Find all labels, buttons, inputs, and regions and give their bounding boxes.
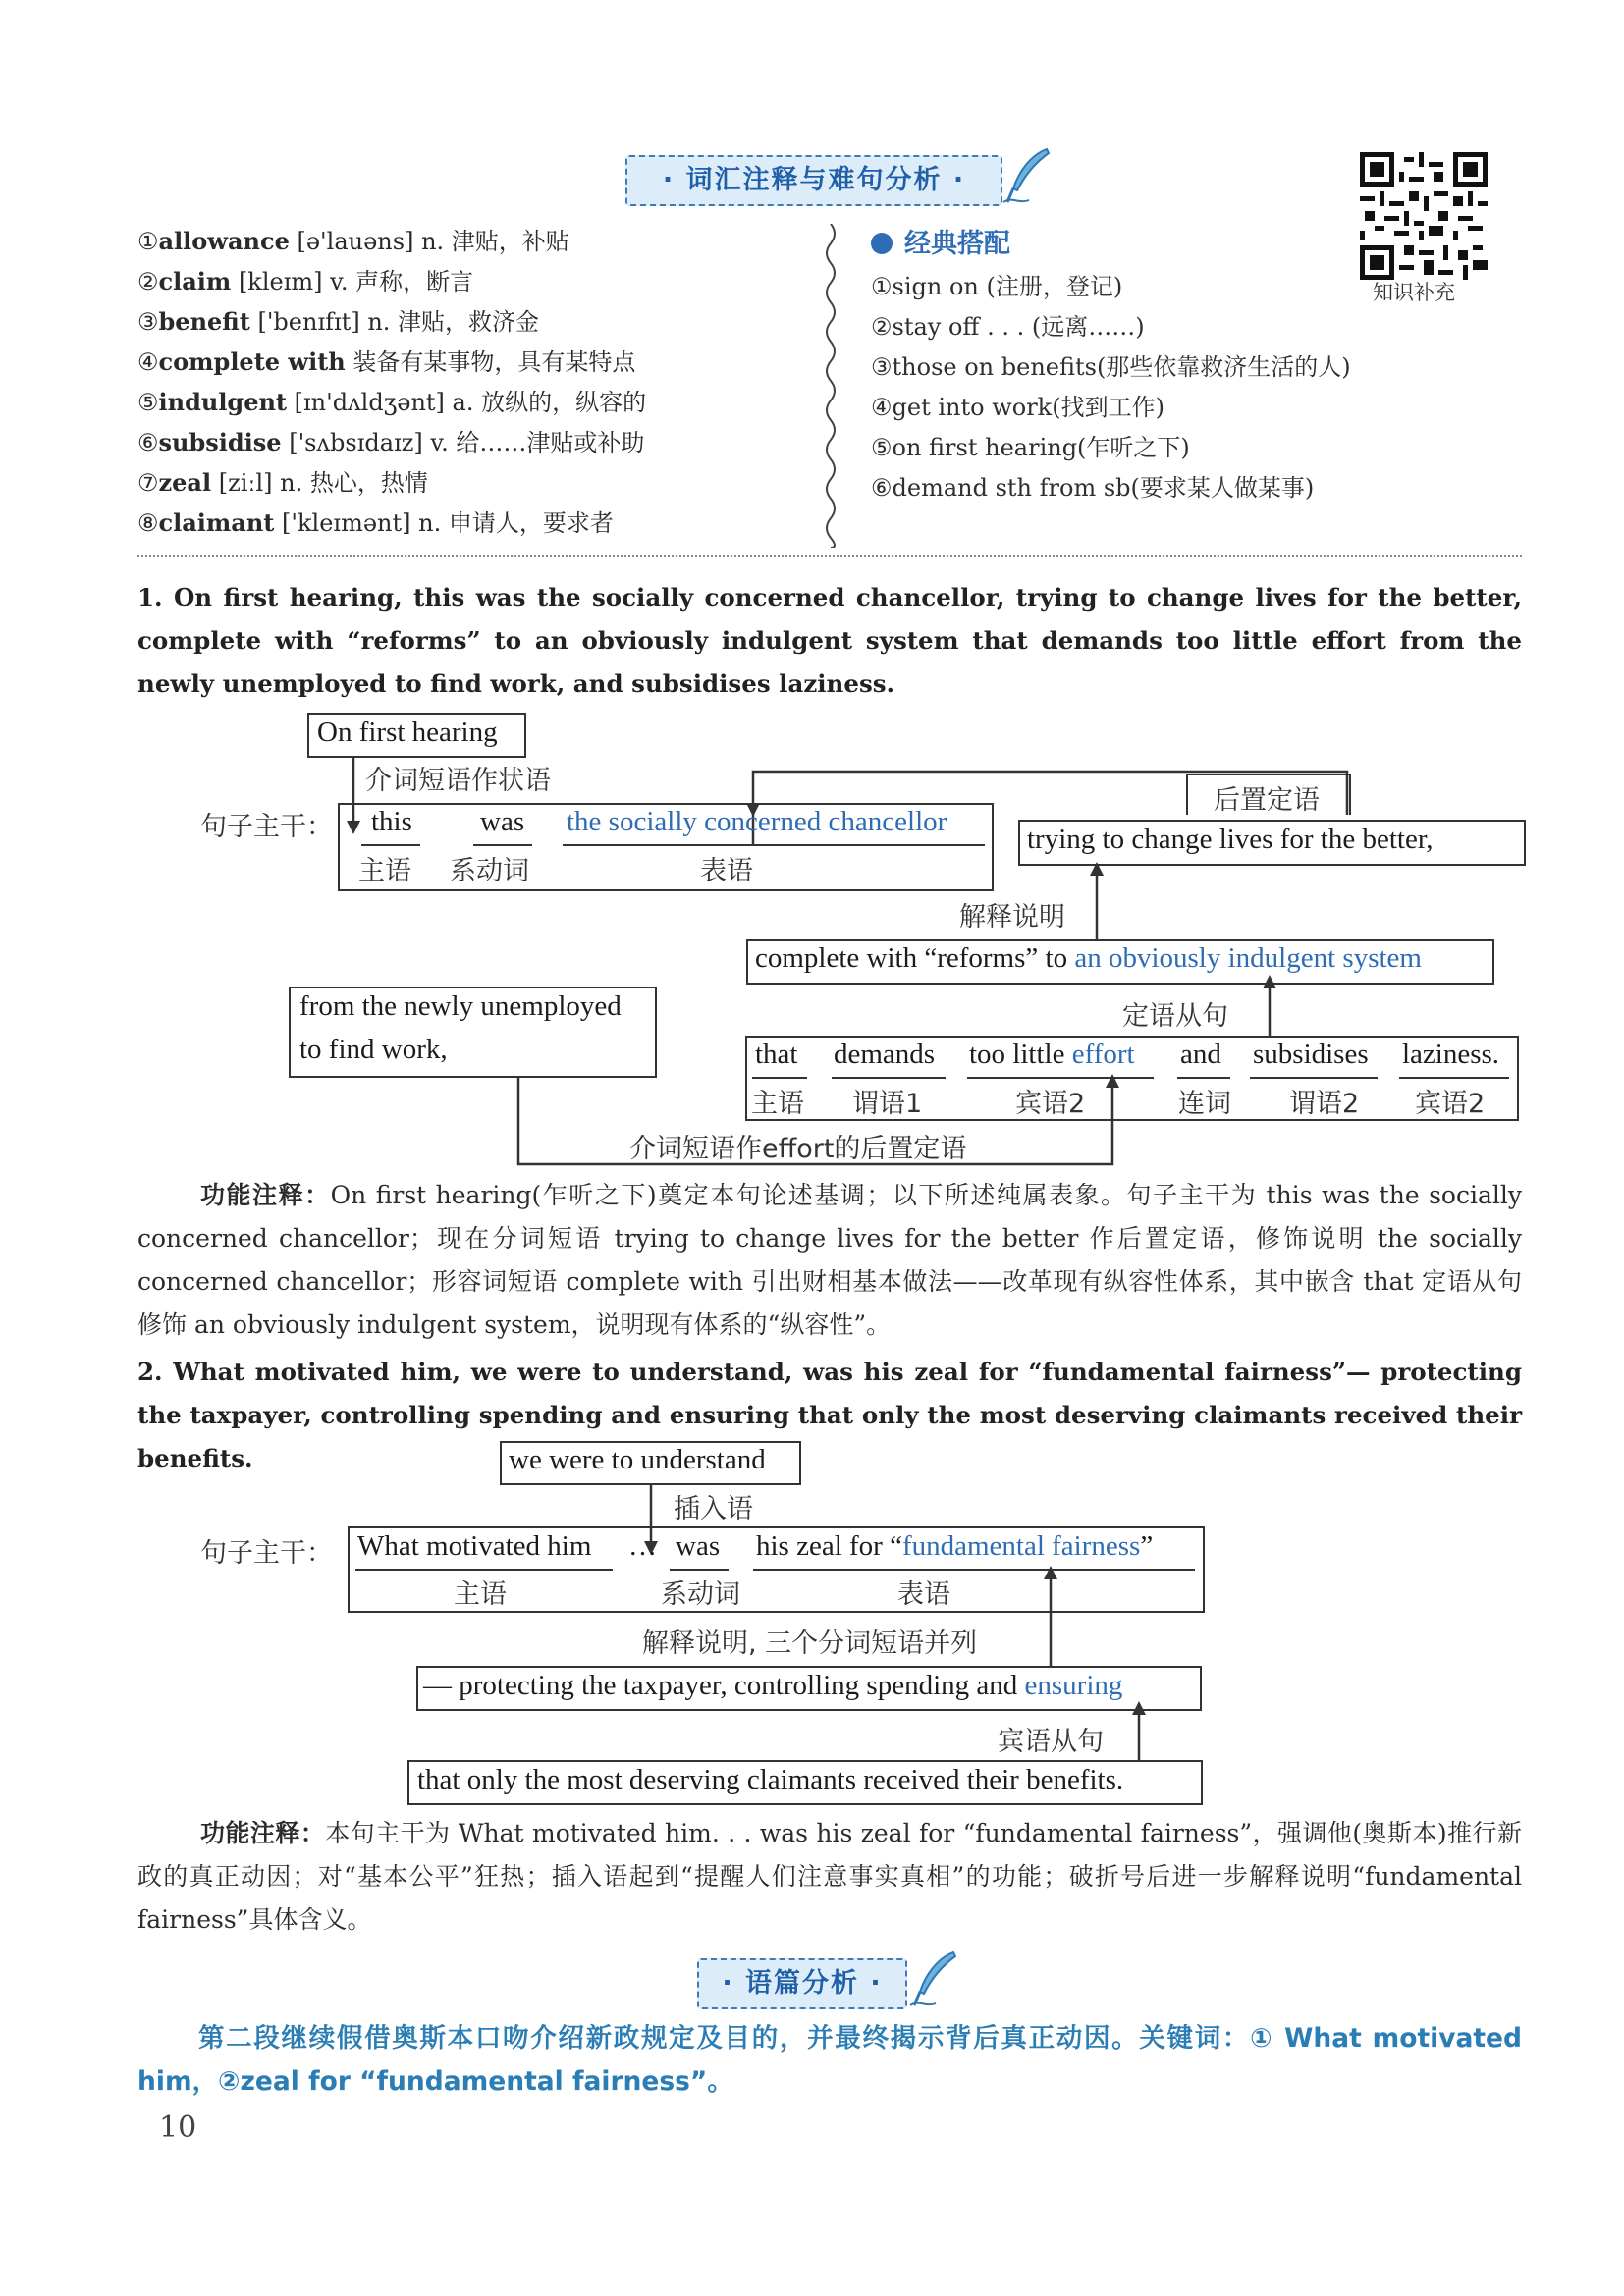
role-predicative: 表语 xyxy=(897,1579,950,1610)
word-demands: demands xyxy=(834,1039,936,1070)
vocab-item: ⑧claimant ['kleɪmənt] n. 申请人，要求者 xyxy=(137,508,614,537)
role-linking-verb: 系动词 xyxy=(450,856,529,886)
adverbial-phrase: On first hearing xyxy=(317,717,498,748)
object-clause-label: 宾语从句 xyxy=(998,1727,1104,1757)
page-number: 10 xyxy=(159,2110,197,2145)
vocab-item: ①allowance [ə'lauəns] n. 津贴，补贴 xyxy=(137,227,569,255)
explain-label: 解释说明, 三个分词短语并列 xyxy=(642,1629,978,1659)
role-verb-1: 谓语1 xyxy=(852,1089,923,1119)
ellipsis: … xyxy=(628,1530,657,1562)
discourse-analysis: 第二段继续假借奥斯本口吻介绍新政规定及目的，并最终揭示背后真正动因。关键词：① What motivated him，②zeal for “fundamental fairness”。 xyxy=(137,2023,1522,2097)
word-was: was xyxy=(676,1530,721,1562)
complete-phrase: complete with “reforms” to an obviously indulgent system xyxy=(755,942,1422,974)
collocation-item: ④get into work(找到工作) xyxy=(871,394,1164,421)
role-subject: 主语 xyxy=(358,856,411,886)
parenthesis-label: 插入语 xyxy=(674,1494,753,1524)
collocation-item: ⑤on first hearing(乍听之下) xyxy=(871,434,1190,461)
word-subsidises: subsidises xyxy=(1253,1039,1369,1070)
word-this: this xyxy=(371,806,412,837)
participle-phrases: — protecting the taxpayer, controlling spending and ensuring xyxy=(423,1670,1123,1701)
postmodifier-label: 后置定语 xyxy=(1214,785,1320,816)
vocab-item: ②claim [kleɪm] v. 声称，断言 xyxy=(137,267,474,295)
collocation-heading: 经典搭配 xyxy=(871,222,1010,260)
role-object-2: 宾语2 xyxy=(1015,1089,1086,1119)
word-and: and xyxy=(1180,1039,1221,1070)
word-what-motivated-him: What motivated him xyxy=(357,1530,592,1562)
underline xyxy=(753,1569,1195,1571)
collocation-item: ⑥demand sth from sb(要求某人做某事) xyxy=(871,474,1315,502)
collocation-item: ②stay off . . . (远离……) xyxy=(871,313,1145,341)
role-subject: 主语 xyxy=(454,1579,507,1610)
word-too-little-effort: too little effort xyxy=(969,1039,1135,1070)
qr-caption: 知识补充 xyxy=(1373,281,1455,304)
main-clause-label: 句子主干： xyxy=(200,812,333,842)
word-was: was xyxy=(480,806,525,837)
role-verb-2: 谓语2 xyxy=(1289,1089,1360,1119)
vocab-item: ⑦zeal [ziːl] n. 热心，热情 xyxy=(137,468,428,497)
object-clause: that only the most deserving claimants received their benefits. xyxy=(417,1764,1124,1795)
role-conjunction: 连词 xyxy=(1178,1089,1231,1119)
vocab-item: ⑤indulgent [ɪn'dʌldʒənt] a. 放纵的，纵容的 xyxy=(137,388,647,416)
main-clause-label: 句子主干： xyxy=(200,1538,333,1569)
word-his-zeal: his zeal for “fundamental fairness” xyxy=(756,1530,1154,1562)
word-that: that xyxy=(755,1039,798,1070)
explain-label: 解释说明 xyxy=(959,902,1065,933)
vocab-item: ③benefit ['benɪfɪt] n. 津贴，救济金 xyxy=(137,307,540,336)
role-predicative: 表语 xyxy=(700,856,753,886)
participle-phrase: trying to change lives for the better, xyxy=(1027,824,1434,855)
sentence-2: 2. What motivated him, we were to understand, was his zeal for “fundamental fairness”— protecting the taxpayer, controlling spending and ensuring that only the most deserving claimants received their benefits. xyxy=(137,1358,1522,1472)
sentence-1: 1. On first hearing, this was the socially concerned chancellor, trying to change lives for the better, complete with “reforms” to an obviously indulgent system that demands too little effort from the newly unemployed to find work, and subsidises laziness. xyxy=(137,583,1522,698)
role-subject: 主语 xyxy=(751,1089,804,1119)
attr-clause-label: 定语从句 xyxy=(1122,1001,1228,1032)
adverbial-note: 介词短语作状语 xyxy=(365,766,551,796)
underline xyxy=(670,1569,729,1571)
parenthesis-phrase: we were to understand xyxy=(509,1444,766,1475)
word-predicative: the socially concerned chancellor xyxy=(567,806,947,837)
collocation-item: ①sign on (注册，登记) xyxy=(871,273,1123,300)
function-note-2: 功能注释：本句主干为 What motivated him. . . was his zeal for “fundamental fairness”，强调他(奥斯本)推行新政的真正动因；对“基本公平”狂热；插入语起到“提醒人们注意事实真相”的功能；破折号后进一步解释说明“fundamental fairness”具体含义。 xyxy=(137,1819,1522,1934)
quill-pen-icon xyxy=(908,1949,959,2009)
section-title-discourse: · 语篇分析 · xyxy=(697,1958,907,2009)
vocab-item: ④complete with 装备有某事物，具有某特点 xyxy=(137,347,636,376)
section-title-vocab: · 词汇注释与难句分析 · xyxy=(625,155,1002,206)
role-object-2: 宾语2 xyxy=(1415,1089,1486,1119)
word-laziness: laziness. xyxy=(1402,1039,1500,1070)
from-line-1: from the newly unemployed xyxy=(299,990,622,1022)
function-note-1: 功能注释：On first hearing(乍听之下)奠定本句论述基调；以下所述纯属表象。句子主干为 this was the socially concerned chancellor；现在分词短语 trying to change lives for the better 作后置定语，修饰说明 the socially concerned chancellor；形容词短语 complete with 引出财相基本做法——改革现有纵容性体系，其中嵌含 that 定语从句修饰 an obviously indulgent system，说明现有体系的“纵容性”。 xyxy=(137,1181,1522,1339)
vocab-item: ⑥subsidise ['sʌbsɪdaɪz] v. 给……津贴或补助 xyxy=(137,428,645,456)
prep-postmod-note: 介词短语作effort的后置定语 xyxy=(629,1134,967,1164)
collocation-item: ③those on benefits(那些依靠救济生活的人) xyxy=(871,353,1351,381)
underline xyxy=(355,1569,613,1571)
from-line-2: to find work, xyxy=(299,1034,448,1065)
role-linking-verb: 系动词 xyxy=(661,1579,740,1610)
